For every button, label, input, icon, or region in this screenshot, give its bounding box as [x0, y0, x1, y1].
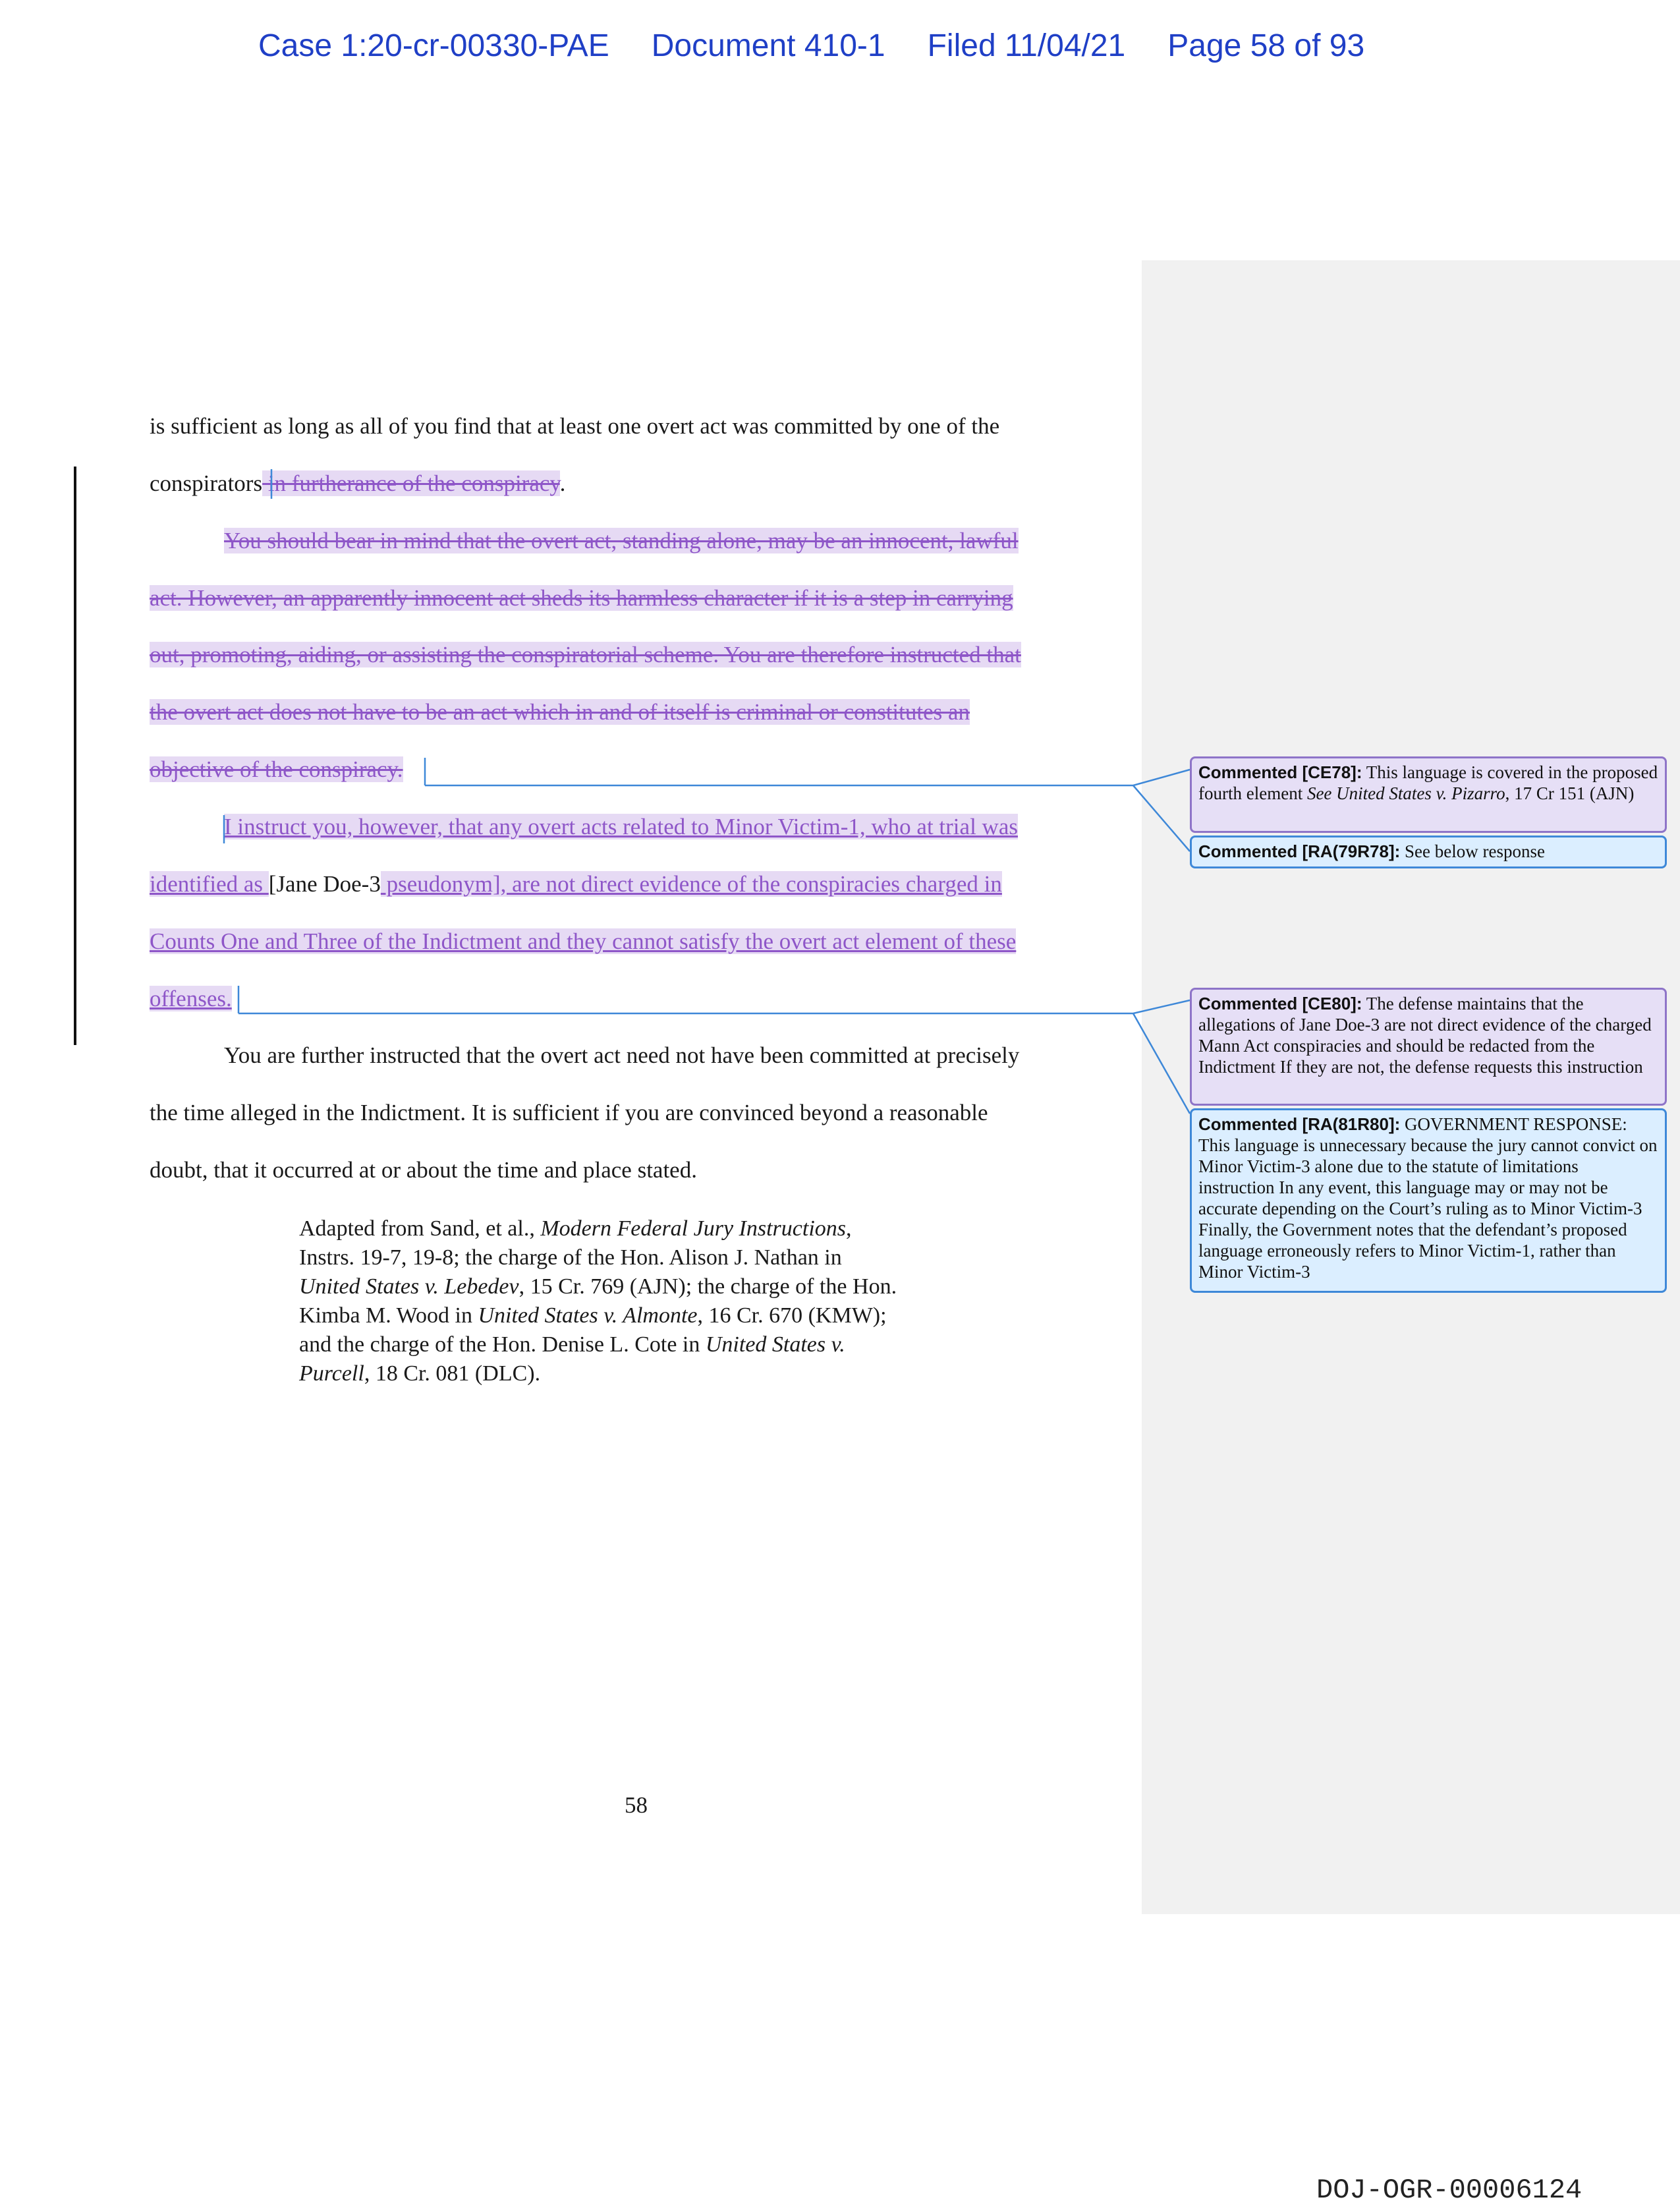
body-line: conspirators in furtherance of the conspiracy.	[150, 470, 566, 496]
deleted-line: the overt act does not have to be an act which in and of itself is criminal or constitutes an	[150, 699, 970, 725]
comment-reply-balloon[interactable]: Commented [RA(81R80]: GOVERNMENT RESPONSE: This language is unnecessary because the jury cannot convict on Minor Victim-3 alone due to the statute of limitations instruction In any event, this language may or may not be accurate depending on the Court’s ruling as to Minor Victim-3 Finally, the Government notes that the defendant’s proposed language erroneously refers to Minor Victim-1, rather than Minor Victim-3	[1190, 1108, 1667, 1293]
comment-balloon[interactable]: Commented [CE78]: This language is covered in the proposed fourth element See United States v. Pizarro, 17 Cr 151 (AJN)	[1190, 756, 1667, 833]
inserted-line: identified as [Jane Doe-3 pseudonym], are not direct evidence of the conspiracies charged in	[150, 871, 1002, 897]
deleted-text: in furtherance of the conspiracy	[262, 470, 560, 496]
deleted-line: You should bear in mind that the overt act, standing alone, may be an innocent, lawful	[224, 528, 1019, 553]
page-number: 58	[625, 1792, 648, 1818]
citation-block: Adapted from Sand, et al., Modern Federal Jury Instructions, Instrs. 19-7, 19-8; the charge of the Hon. Alison J. Nathan in United States v. Lebedev, 15 Cr. 769 (AJN); the charge of the Hon. Kimba M. Wood in United States v. Almonte, 16 Cr. 670 (KMW); and the charge of the Hon. Denise L. Cote in United States v. Purcell, 18 Cr. 081 (DLC).	[299, 1216, 897, 1386]
bates-number: DOJ-OGR-00006124	[1316, 2174, 1582, 2206]
comment-reply-balloon[interactable]: Commented [RA(79R78]: See below response	[1190, 836, 1667, 868]
body-line: You are further instructed that the overt act need not have been committed at precisely	[224, 1042, 1020, 1068]
deleted-line: out, promoting, aiding, or assisting the conspiratorial scheme. You are therefore instructed that	[150, 642, 1021, 667]
deleted-line: act. However, an apparently innocent act sheds its harmless character if it is a step in carrying	[150, 585, 1013, 611]
document-number: Document 410-1	[651, 28, 885, 63]
comment-balloon[interactable]: Commented [CE80]: The defense maintains that the allegations of Jane Doe-3 are not direct evidence of the charged Mann Act conspiracies and should be redacted from the Indictment If they are not, the defense requests this instruction	[1190, 988, 1667, 1106]
body-line: the time alleged in the Indictment. It is sufficient if you are convinced beyond a reasonable	[150, 1100, 988, 1125]
case-number: Case 1:20-cr-00330-PAE	[258, 28, 609, 63]
deleted-line: objective of the conspiracy.	[150, 756, 403, 782]
inserted-line: Counts One and Three of the Indictment and they cannot satisfy the overt act element of these	[150, 928, 1017, 954]
page-count: Page 58 of 93	[1167, 28, 1365, 63]
inserted-line: offenses.	[150, 986, 232, 1011]
inserted-line: I instruct you, however, that any overt acts related to Minor Victim-1, who at trial was	[224, 814, 1018, 839]
body-line: doubt, that it occurred at or about the time and place stated.	[150, 1157, 697, 1183]
filed-date: Filed 11/04/21	[927, 28, 1126, 63]
body-line: is sufficient as long as all of you find that at least one overt act was committed by one of the	[150, 413, 1000, 439]
